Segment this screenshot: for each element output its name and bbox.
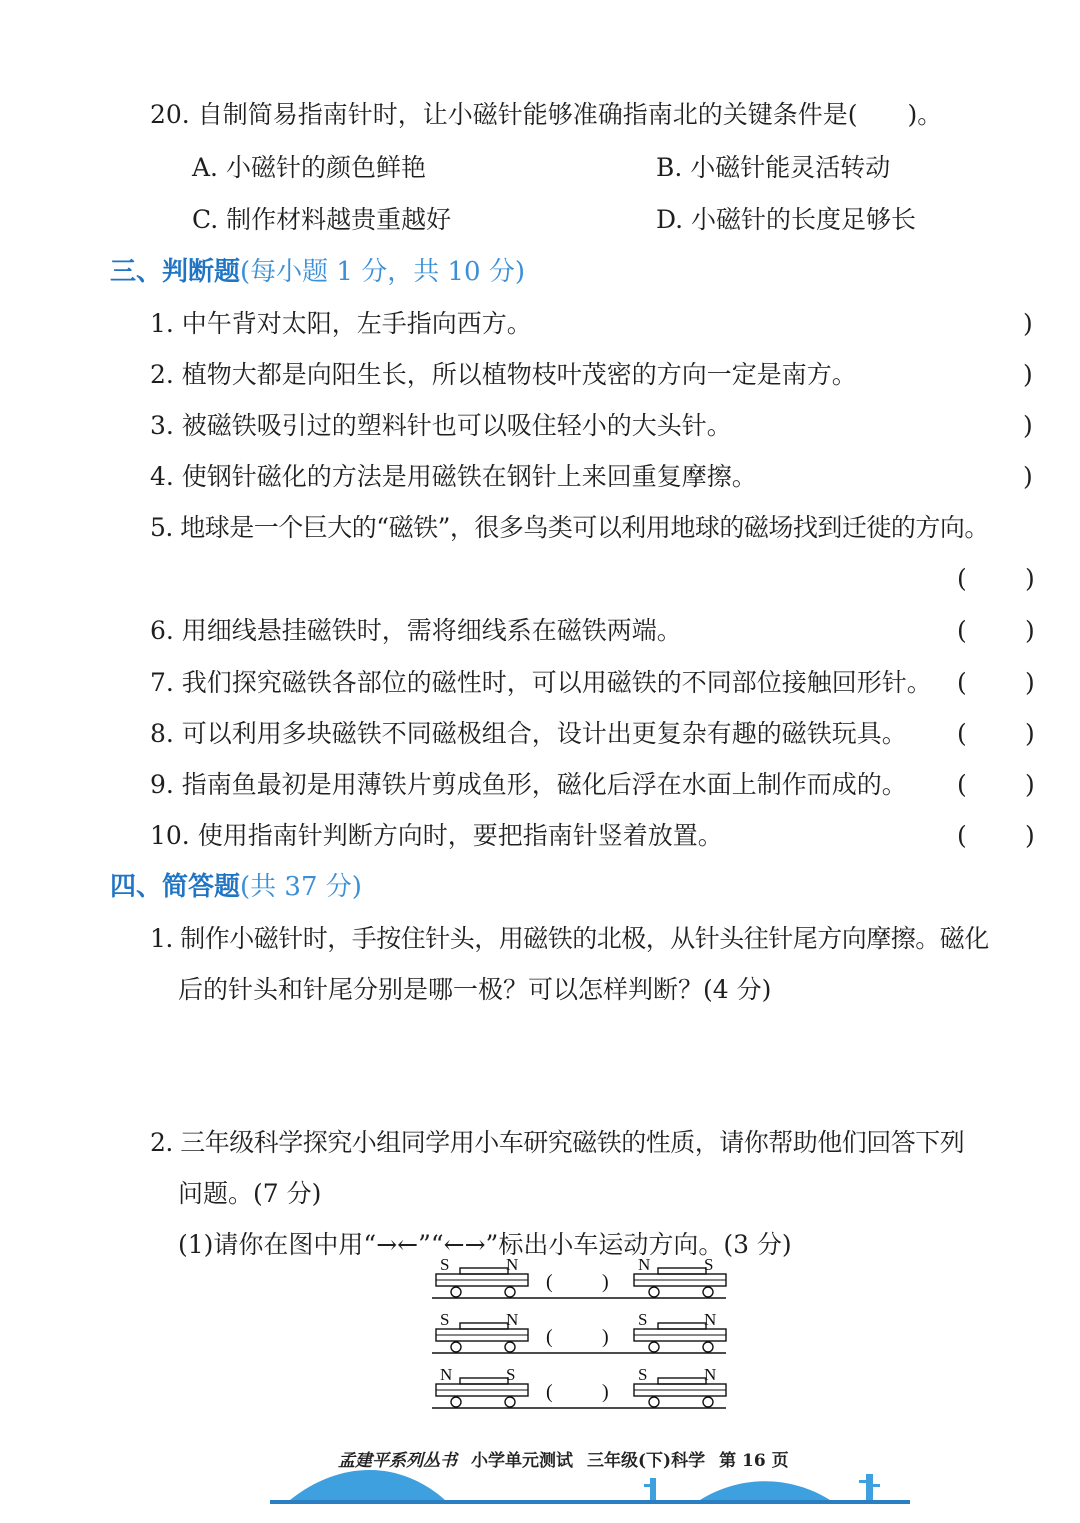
magnet-bar-right-1 bbox=[658, 1323, 706, 1329]
pole-label-left-1-1: N bbox=[506, 1310, 519, 1329]
magnet-bar-right-0 bbox=[658, 1268, 706, 1274]
section4-heading bbox=[110, 870, 362, 904]
tf-answer-10[interactable] bbox=[957, 819, 1047, 853]
car-wheel-right-1-b bbox=[703, 1342, 713, 1352]
section3-title: 三、判断题 bbox=[110, 257, 241, 287]
pole-label-right-0-0: N bbox=[638, 1255, 651, 1274]
tf-item-4: 4. 使钢针磁化的方法是用磁铁在钢针上来回重复摩擦。 bbox=[150, 462, 757, 491]
paren-open: ( bbox=[957, 668, 967, 697]
tf-answer-close-1[interactable]: ) bbox=[1023, 309, 1033, 338]
tf-item-5: 5. 地球是一个巨大的“磁铁”，很多鸟类可以利用地球的磁场找到迁徙的方向。 bbox=[150, 513, 989, 542]
short-q2-line2: 问题。(7 分) bbox=[178, 1179, 322, 1208]
section3-score-note: (每小题 1 分，共 10 分) bbox=[240, 257, 525, 287]
answer-blank-close-0: ) bbox=[602, 1271, 609, 1293]
car-wheel-right-1-a bbox=[649, 1342, 659, 1352]
magnet-bar-right-2 bbox=[658, 1378, 706, 1384]
tf-item-8: 8. 可以利用多块磁铁不同磁极组合，设计出更复杂有趣的磁铁玩具。 bbox=[150, 719, 907, 748]
short-q1-line2: 后的针头和针尾分别是哪一极？可以怎样判断？(4 分) bbox=[178, 975, 772, 1004]
paren-open: ( bbox=[957, 770, 967, 799]
paren-open: ( bbox=[957, 821, 967, 850]
pole-label-left-2-1: S bbox=[506, 1365, 516, 1384]
tf-answer-7[interactable] bbox=[957, 666, 1047, 700]
paren-close: ) bbox=[1025, 821, 1035, 850]
tf-item-7: 7. 我们探究磁铁各部位的磁性时，可以用磁铁的不同部位接触回形针。 bbox=[150, 668, 932, 697]
q20-stem: 20. 自制简易指南针时，让小磁针能够准确指南北的关键条件是( )。 bbox=[150, 100, 943, 129]
tf-item-3: 3. 被磁铁吸引过的塑料针也可以吸住轻小的大头针。 bbox=[150, 411, 732, 440]
magnet-bar-left-0 bbox=[460, 1268, 508, 1274]
tf-answer-5[interactable] bbox=[957, 562, 1047, 596]
q20-option-c: C. 制作材料越贵重越好 bbox=[192, 205, 452, 234]
paren-close: ) bbox=[1025, 616, 1035, 645]
footer-page: 第 16 页 bbox=[719, 1451, 789, 1471]
tf-answer-close-3[interactable]: ) bbox=[1023, 411, 1033, 440]
car-wheel-right-0-b bbox=[703, 1287, 713, 1297]
answer-blank-open-0: ( bbox=[546, 1271, 553, 1293]
paren-close: ) bbox=[1025, 668, 1035, 697]
pole-label-right-2-0: S bbox=[638, 1365, 648, 1384]
tf-answer-6[interactable] bbox=[957, 614, 1047, 648]
short-q2-sub1: (1)请你在图中用“→←”“←→”标出小车运动方向。(3 分) bbox=[178, 1230, 792, 1259]
pole-label-right-1-1: N bbox=[704, 1310, 717, 1329]
pole-label-right-0-1: S bbox=[704, 1255, 714, 1274]
paren-close: ) bbox=[1025, 770, 1035, 799]
car-wheel-right-2-a bbox=[649, 1397, 659, 1407]
tf-item-2: 2. 植物大都是向阳生长，所以植物枝叶茂密的方向一定是南方。 bbox=[150, 360, 857, 389]
q20-option-b: B. 小磁针能灵活转动 bbox=[656, 153, 891, 182]
answer-blank-close-2: ) bbox=[602, 1381, 609, 1403]
pole-label-right-2-1: N bbox=[704, 1365, 717, 1384]
car-wheel-left-2-a bbox=[451, 1397, 461, 1407]
car-wheel-left-2-b bbox=[505, 1397, 515, 1407]
answer-blank-open-1: ( bbox=[546, 1326, 553, 1348]
tf-item-10: 10. 使用指南针判断方向时，要把指南针竖着放置。 bbox=[150, 821, 723, 850]
tf-answer-close-2[interactable]: ) bbox=[1023, 360, 1033, 389]
tf-item-1: 1. 中午背对太阳，左手指向西方。 bbox=[150, 309, 532, 338]
paren-close: ) bbox=[1025, 564, 1035, 593]
tf-item-9: 9. 指南鱼最初是用薄铁片剪成鱼形，磁化后浮在水面上制作而成的。 bbox=[150, 770, 907, 799]
tf-answer-8[interactable] bbox=[957, 717, 1047, 751]
section4-score-note: (共 37 分) bbox=[240, 872, 362, 902]
footer-series: 孟建平系列丛书 bbox=[338, 1451, 457, 1471]
paren-open: ( bbox=[957, 616, 967, 645]
paren-open: ( bbox=[957, 719, 967, 748]
q20-option-d: D. 小磁针的长度足够长 bbox=[656, 205, 917, 234]
car-wheel-left-1-a bbox=[451, 1342, 461, 1352]
car-wheel-left-0-a bbox=[451, 1287, 461, 1297]
section4-title: 四、简答题 bbox=[110, 872, 241, 902]
pole-label-left-2-0: N bbox=[440, 1365, 453, 1384]
short-q1-line1: 1. 制作小磁针时，手按住针头，用磁铁的北极，从针头往针尾方向摩擦。磁化 bbox=[150, 924, 989, 953]
short-q2-line1: 2. 三年级科学探究小组同学用小车研究磁铁的性质，请你帮助他们回答下列 bbox=[150, 1128, 965, 1157]
car-wheel-right-2-b bbox=[703, 1397, 713, 1407]
answer-blank-open-2: ( bbox=[546, 1381, 553, 1403]
section3-heading bbox=[110, 255, 525, 289]
tf-answer-9[interactable] bbox=[957, 768, 1047, 802]
pole-label-right-1-0: S bbox=[638, 1310, 648, 1329]
car-wheel-right-0-a bbox=[649, 1287, 659, 1297]
magnet-bar-left-1 bbox=[460, 1323, 508, 1329]
footer-title: 小学单元测试 bbox=[471, 1451, 573, 1471]
paren-close: ) bbox=[1025, 719, 1035, 748]
footer-grade: 三年级(下)科学 bbox=[587, 1451, 706, 1471]
car-wheel-left-0-b bbox=[505, 1287, 515, 1297]
magnet-car-diagram bbox=[420, 1252, 750, 1422]
pole-label-left-0-1: N bbox=[506, 1255, 519, 1274]
paren-open: ( bbox=[957, 564, 967, 593]
footer bbox=[338, 1446, 803, 1471]
tf-item-6: 6. 用细线悬挂磁铁时，需将细线系在磁铁两端。 bbox=[150, 616, 682, 645]
answer-blank-close-1: ) bbox=[602, 1326, 609, 1348]
pole-label-left-1-0: S bbox=[440, 1310, 450, 1329]
tf-answer-close-4[interactable]: ) bbox=[1023, 462, 1033, 491]
magnet-bar-left-2 bbox=[460, 1378, 508, 1384]
car-wheel-left-1-b bbox=[505, 1342, 515, 1352]
pole-label-left-0-0: S bbox=[440, 1255, 450, 1274]
q20-option-a: A. 小磁针的颜色鲜艳 bbox=[192, 153, 426, 182]
